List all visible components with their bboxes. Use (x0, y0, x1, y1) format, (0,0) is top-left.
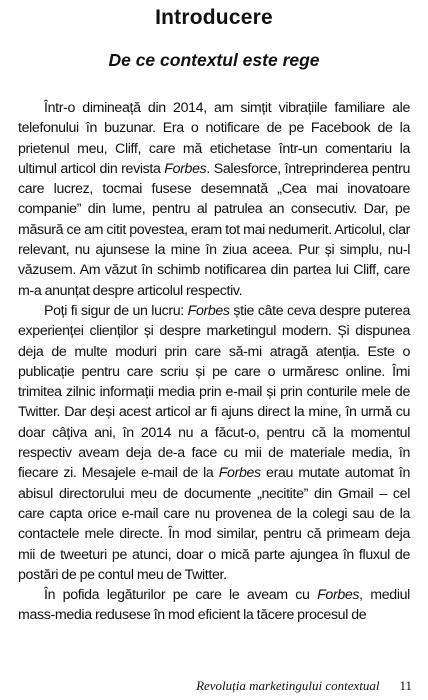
paragraph-1 (18, 98, 410, 301)
paragraph-2-text-c: erau mutate automat în abisul directorului meu de documente „necitite” din Gmail – cel care capta orice e-mail care nu provenea de la colegi sau de la contactele mele directe. În mod similar, pentru că primeam deja mii de tweeturi pe atunci, doar o mică parte ajungea în fluxul de postări de pe contul meu de Twitter. (18, 465, 411, 583)
chapter-title: Introducere (155, 6, 273, 29)
paragraph-3-text-b: , mediul mass-media redusese în mod eficient la tăcere procesul de (18, 587, 410, 624)
paragraph-3-text-a: În pofida legăturilor pe care le aveam cu (44, 587, 318, 604)
body-text (18, 98, 410, 626)
paragraph-2-text-a: Poți fi sigur de un lucru: (44, 302, 188, 319)
paragraph-3 (18, 585, 410, 626)
paragraph-2-text-b: știe câte ceva despre puterea experienței clienților și despre marketingul modern. Și dispunea deja de multe moduri prin care să-mi atragă atenția. Este o publicație pentru care scriu și pe care o urmăresc online. Îmi trimitea zilnic informații media prin e-mail și prin conturile mele de Twitter. Dar deși acest articol ar fi ajuns direct la mine, în urmă cu doar câțiva ani, în 2014 nu a făcut-o, pentru că la momentul respectiv aveam deja de-a face cu mii de materiale media, în fiecare zi. Mesajele e-mail de la (18, 302, 410, 482)
paragraph-1-text-b: . Salesforce, întreprinderea pentru care lucrez, tocmai fusese desemnată „Cea mai inovatoare companie” din lume, pentru al patrulea an consecutiv. Dar, pe măsură ce am citit povestea, eram tot mai nedumerit. Articolul, clar relevant, nu ajunsese la mine în ziua aceea. Pur și simplu, nu-l văzusem. Am văzut în schimb notificarea din partea lui Cliff, care m-a anunțat despre articolul respectiv. (18, 160, 410, 299)
publication-name: Forbes (317, 587, 360, 604)
chapter-subtitle: De ce contextul este rege (108, 50, 320, 70)
page-footer (0, 678, 412, 694)
publication-name: Forbes (187, 302, 230, 319)
running-title: Revoluția marketingului contextual (196, 678, 380, 693)
page-number: 11 (399, 678, 412, 693)
publication-name: Forbes (218, 465, 261, 482)
paragraph-1-text-a: Într-o dimineață din 2014, am simțit vibrațiile familiare ale telefonului în buzunar. Era o notificare de pe Facebook de la prietenul meu, Cliff, care mă etichetase într-un comentariu la ultimul articol din revista (18, 100, 410, 177)
paragraph-2 (18, 301, 410, 585)
publication-name: Forbes (164, 160, 207, 177)
